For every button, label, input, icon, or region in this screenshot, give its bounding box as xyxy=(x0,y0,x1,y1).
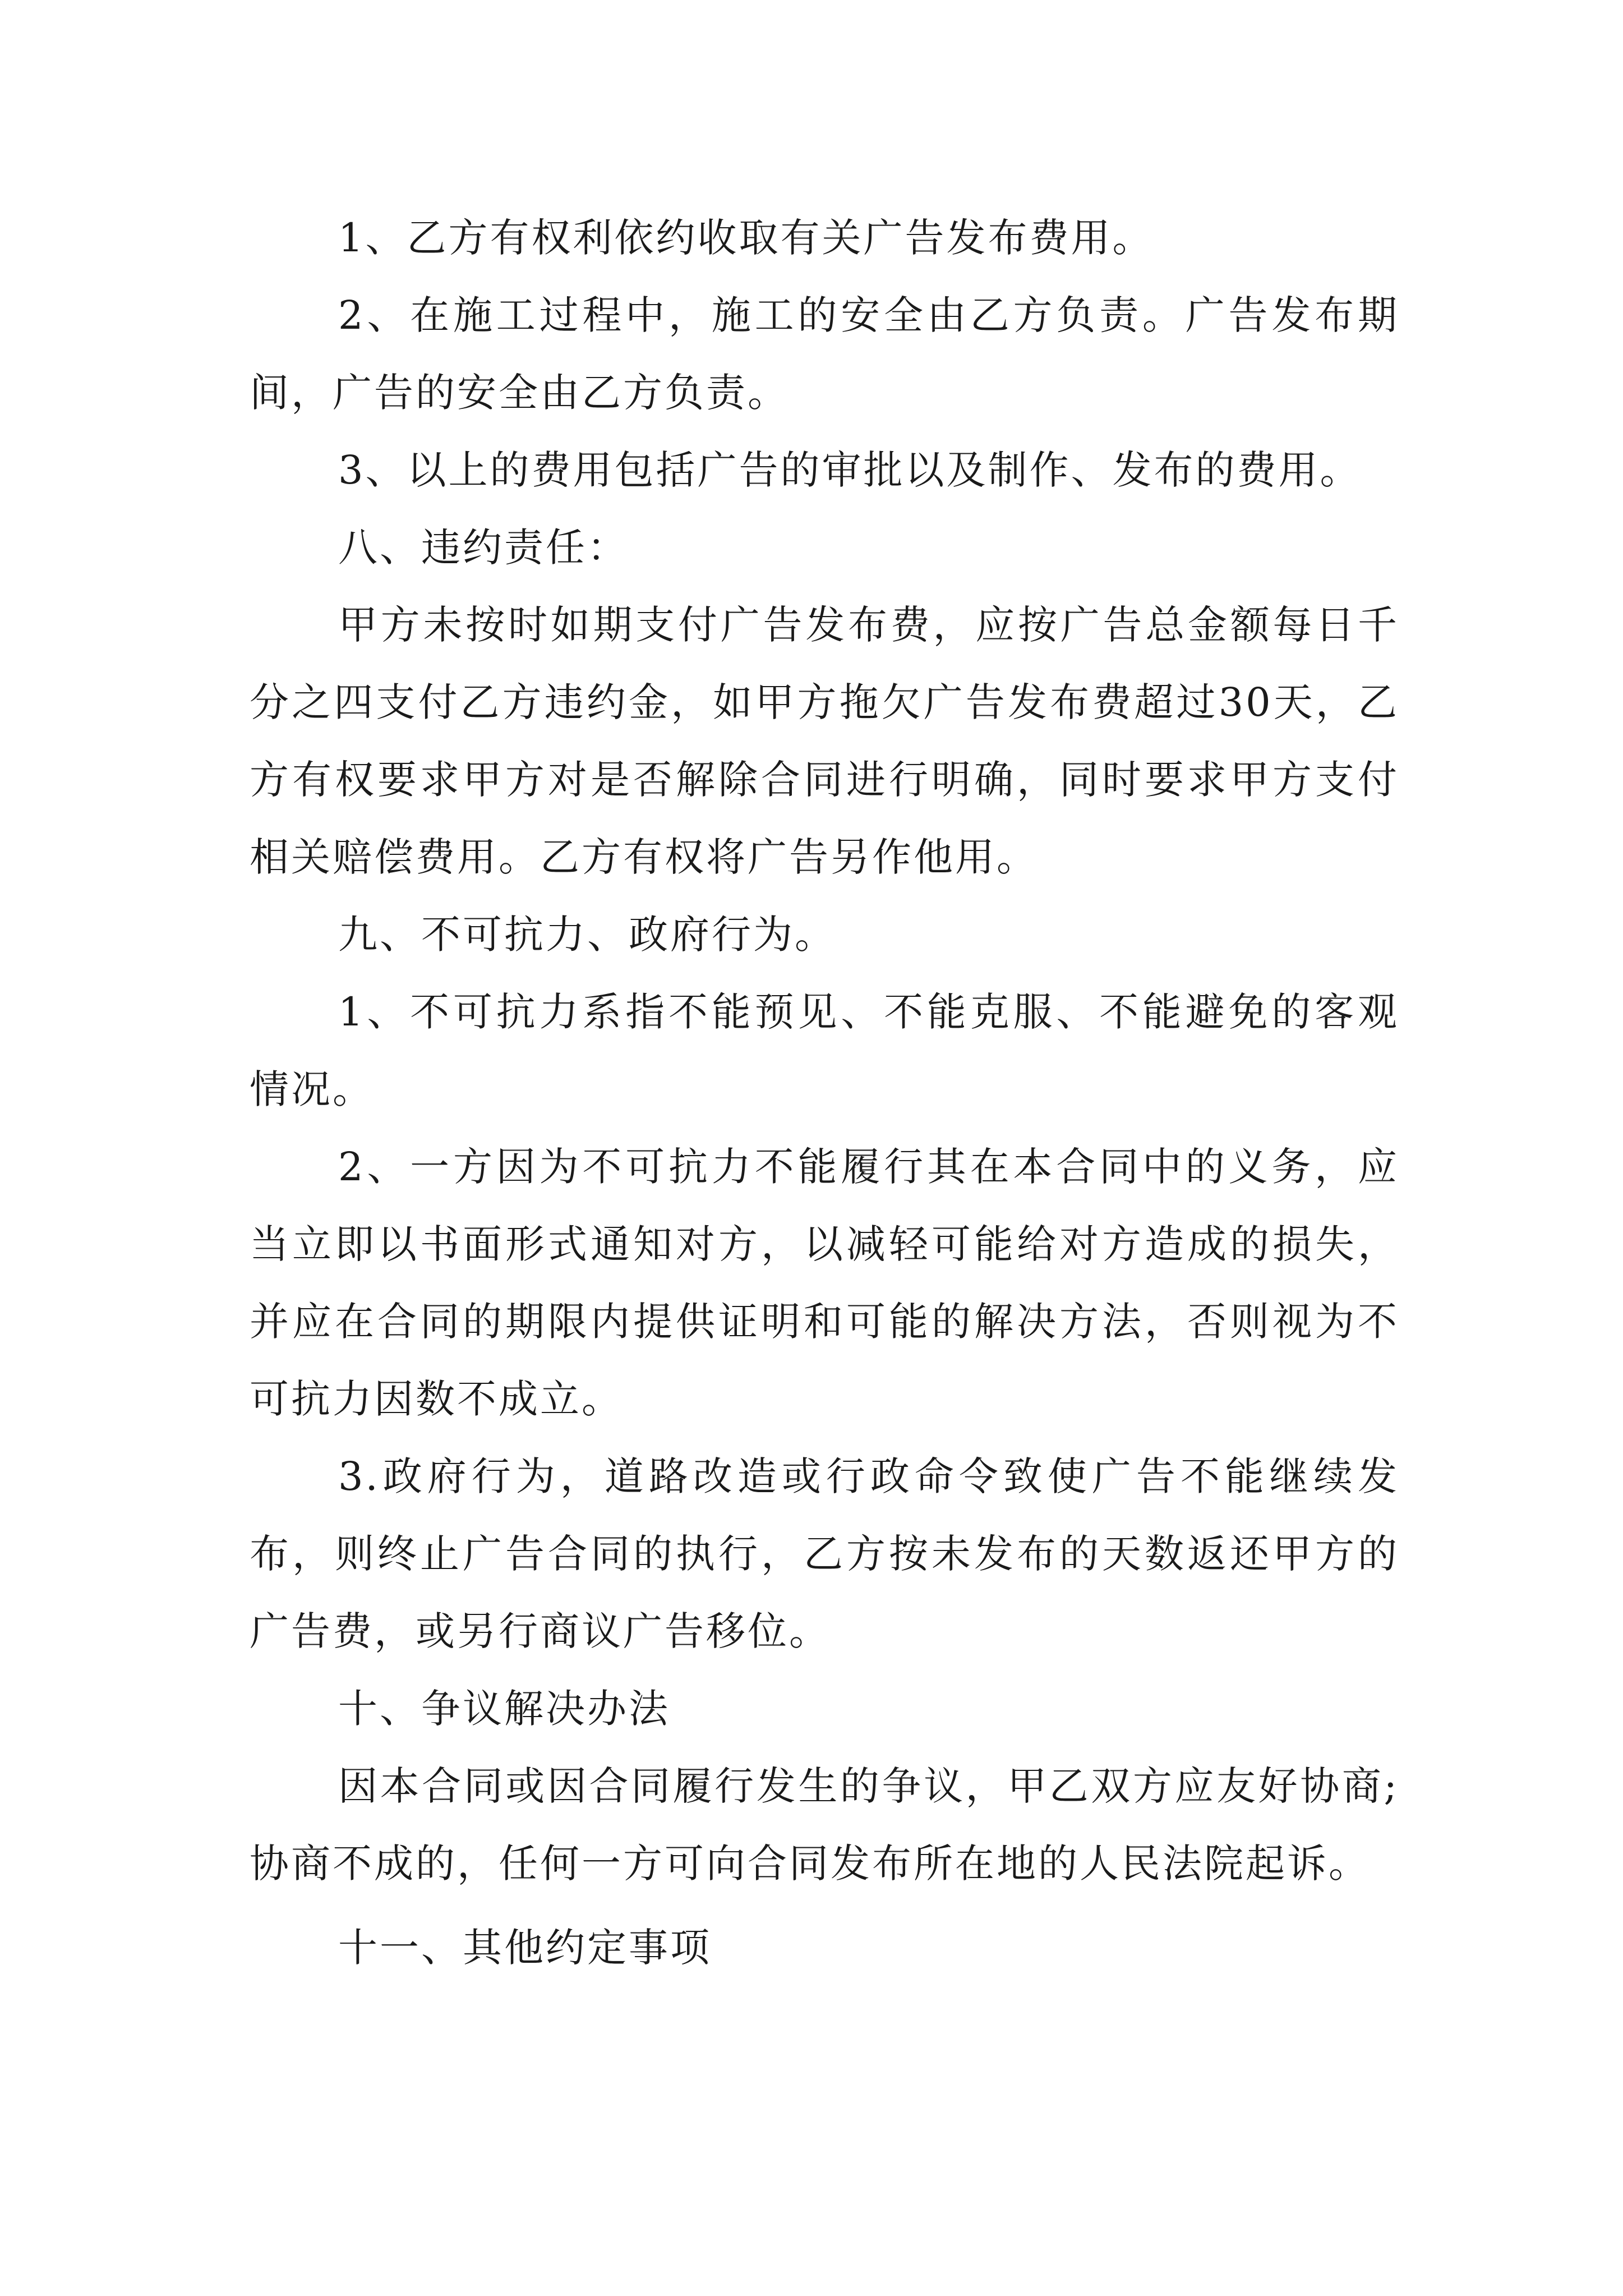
paragraph-force-majeure-notice: 2、一方因为不可抗力不能履行其在本合同中的义务，应当立即以书面形式通知对方，以减轻可能给对方造成的损失，并应在合同的期限内提供证明和可能的解决方法，否则视为不可抗力因数不成立。 xyxy=(250,1144,1399,1422)
paragraph-party-b-fee-right: 1、乙方有权利依约收取有关广告发布费用。 xyxy=(338,215,1154,261)
paragraph-dispute-resolution: 因本合同或因合同履行发生的争议，甲乙双方应友好协商;协商不成的，任何一方可向合同发布所在地的人民法院起诉。 xyxy=(250,1763,1399,1887)
document-body xyxy=(250,199,1399,1986)
section-heading-dispute-resolution: 十、争议解决办法 xyxy=(338,1686,670,1732)
section-heading-other-terms: 十一、其他约定事项 xyxy=(338,1925,712,1971)
section-heading-breach-liability: 八、违约责任： xyxy=(338,524,629,570)
paragraph-government-action: 3.政府行为，道路改造或行政命令致使广告不能继续发布，则终止广告合同的执行，乙方按未发布的天数返还甲方的广告费，或另行商议广告移位。 xyxy=(250,1453,1399,1654)
paragraph-construction-safety: 2、在施工过程中，施工的安全由乙方负责。广告发布期间，广告的安全由乙方负责。 xyxy=(250,292,1399,416)
paragraph-fee-scope: 3、以上的费用包括广告的审批以及制作、发布的费用。 xyxy=(338,447,1362,493)
paragraph-late-payment-penalty: 甲方未按时如期支付广告发布费，应按广告总金额每日千分之四支付乙方违约金，如甲方拖欠广告发布费超过30天，乙方有权要求甲方对是否解除合同进行明确，同时要求甲方支付相关赔偿费用。乙方有权将广告另作他用。 xyxy=(250,602,1399,880)
section-heading-force-majeure: 九、不可抗力、政府行为。 xyxy=(338,912,836,958)
paragraph-force-majeure-definition: 1、不可抗力系指不能预见、不能克服、不能避免的客观情况。 xyxy=(250,989,1399,1112)
